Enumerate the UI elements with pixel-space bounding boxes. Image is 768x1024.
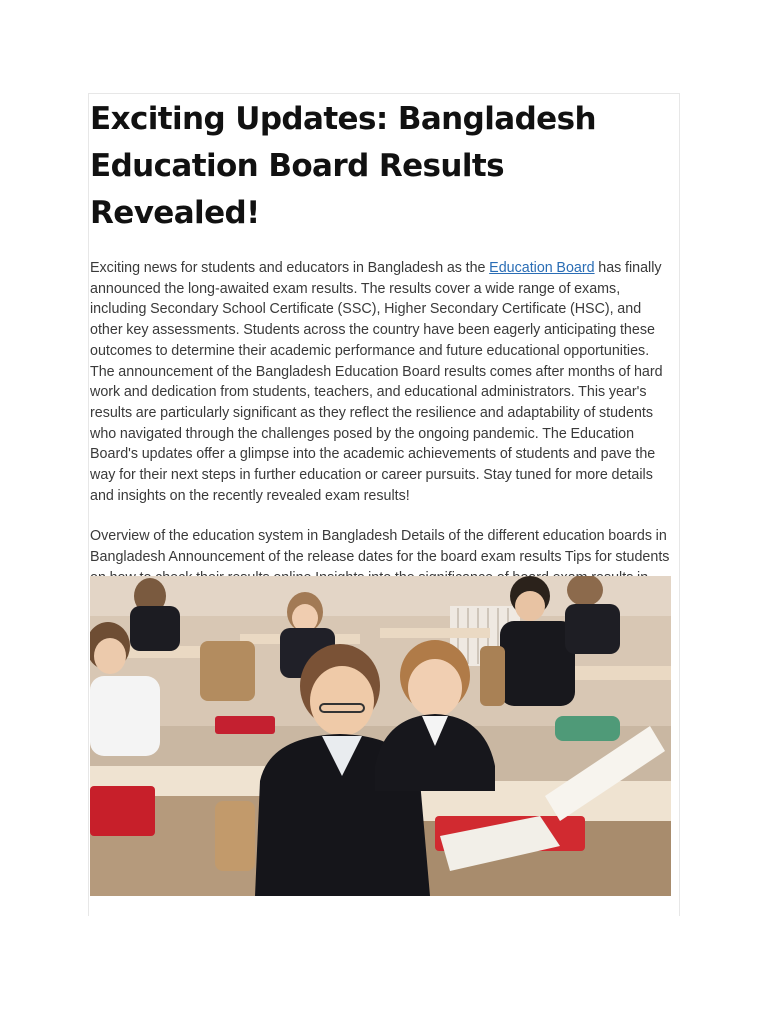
classroom-illustration [90, 576, 671, 896]
article [90, 96, 676, 609]
education-board-link[interactable]: Education Board [489, 260, 595, 276]
classroom-photo [90, 576, 671, 896]
paragraph-text-after-link: has finally announced the long-awaited exam results. The results cover a wide range of exams, including Secondary School Certificate (SSC), Higher Secondary Certificate (HSC), and other key assessments. Students across the country have been eagerly anticipating these outcomes to determine their academic performance and future educational opportunities. The announcement of the Bangladesh Education Board results comes after months of hard work and dedication from students, teachers, and educational administrators. This year's results are particularly significant as they reflect the resilience and adaptability of students who navigated through the challenges posed by the ongoing pandemic. The Education Board's updates offer a glimpse into the academic achievements of students and pave the way for their next steps in further education or career pursuits. Stay tuned for more details and insights on the recently revealed exam results! [90, 260, 663, 504]
paragraph-text-before-link: Exciting news for students and educators in Bangladesh as the [90, 260, 490, 276]
article-paragraph-overview: Overview of the education system in Bangladesh Details of the different education boards in Bangladesh Announcement of the release dates for the board exam results Tips for students [90, 528, 670, 566]
article-title: Exciting Updates: Bangladesh Education Board Results Revealed! [90, 101, 596, 231]
article-paragraph-intro [90, 258, 676, 506]
